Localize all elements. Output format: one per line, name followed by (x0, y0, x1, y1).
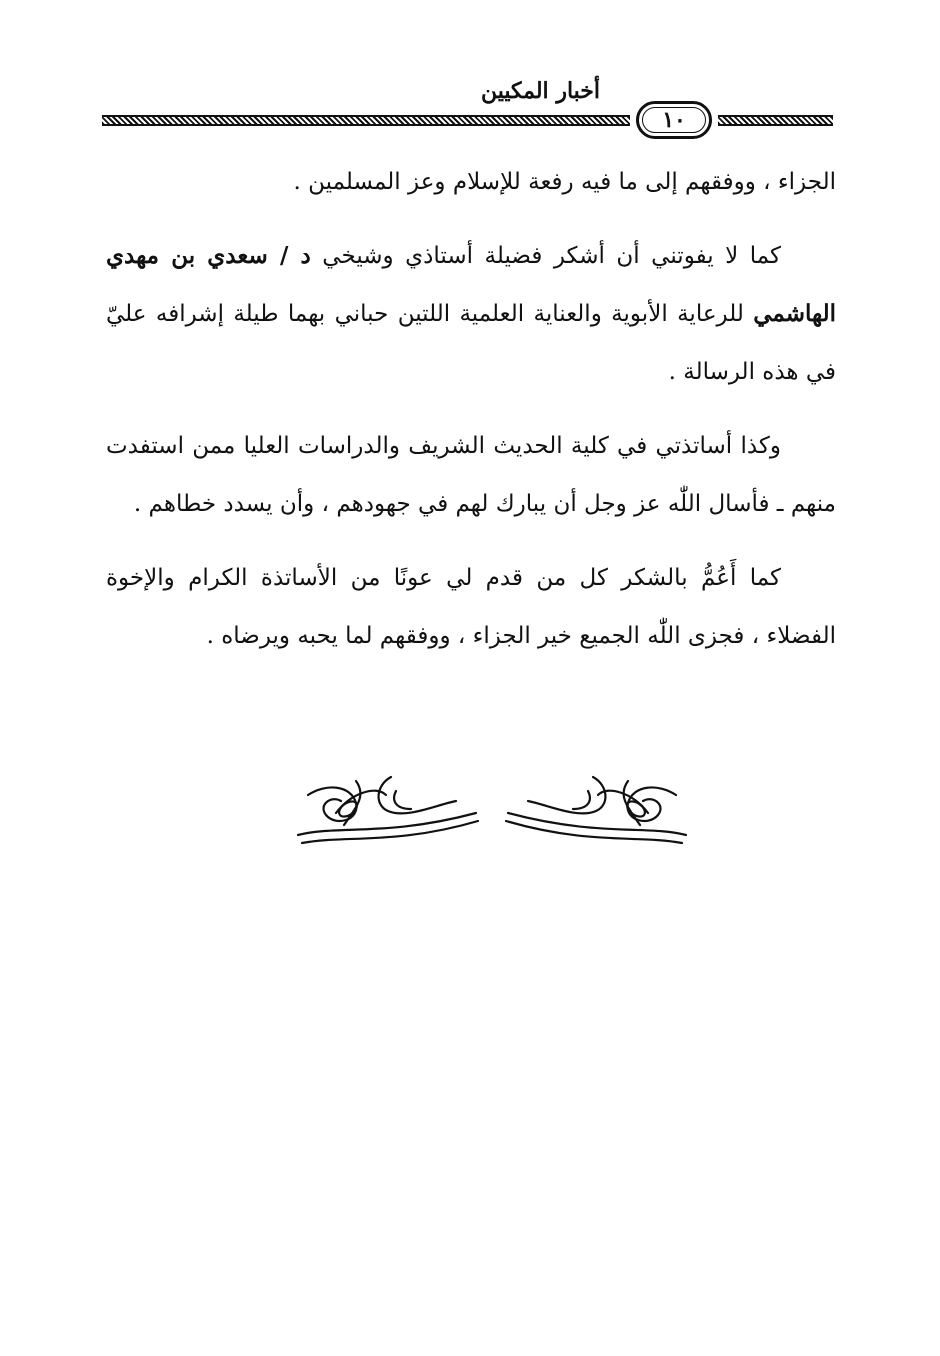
paragraph-4: كما أَعُمُّ بالشكر كل من قدم لي عونًا من الأساتذة الكرام والإخوة الفضلاء ، فجزى اللّٰه الجميع خير الجزاء ، ووفقهم لما يحبه ويرضاه . (106, 565, 836, 649)
floral-divider-icon (296, 765, 688, 850)
paragraph-3: وكذا أساتذتي في كلية الحديث الشريف والدراسات العليا ممن استفدت منهم ـ فأسال اللّٰه عز وجل أن يبارك لهم في جهودهم ، وأن يسدد خطاهم . (106, 433, 836, 517)
header-rule-right (718, 115, 833, 126)
ornament-right (506, 777, 686, 843)
page-number: ١٠ (636, 101, 712, 139)
header-rule-left (102, 115, 630, 126)
paragraph-2-rest: للرعاية الأبوية والعناية العلمية اللتين حباني بهما طيلة إشرافه عليّ في هذه الرسالة . (106, 301, 836, 385)
ornament-left (298, 777, 478, 843)
paragraph-2-lead: كما لا يفوتني أن أشكر فضيلة أستاذي وشيخي (310, 243, 781, 269)
paragraph-1: الجزاء ، ووفقهم إلى ما فيه رفعة للإسلام وعز المسلمين . (293, 169, 836, 195)
running-title: أخبار المكيين (480, 78, 600, 104)
paragraph-2 (106, 227, 836, 401)
supervisor-name: د / سعدي بن مهدي الهاشمي (106, 242, 836, 327)
body-text (106, 153, 836, 681)
